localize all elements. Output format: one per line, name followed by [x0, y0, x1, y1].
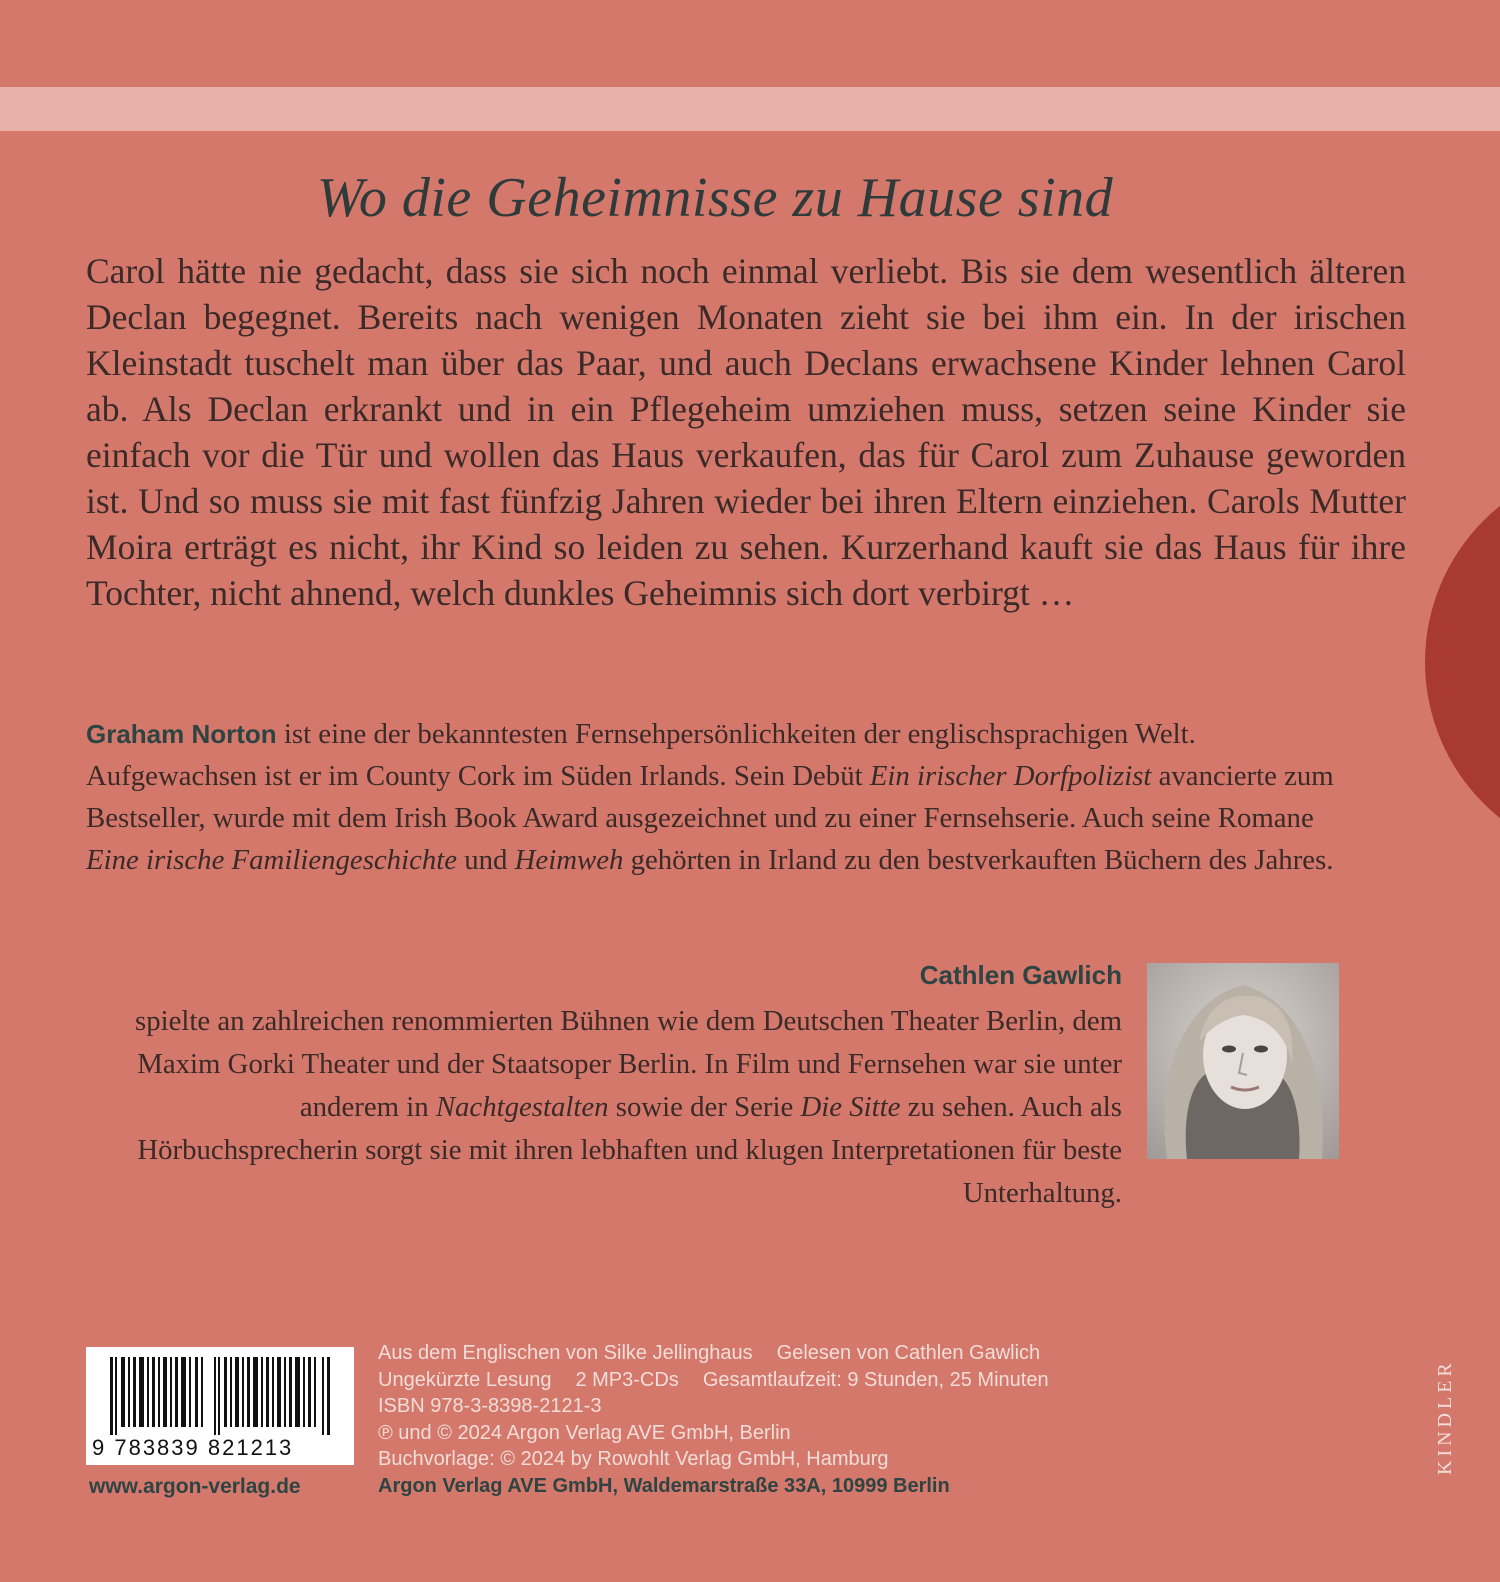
barcode: [86, 1347, 354, 1465]
series-title: Die Sitte: [800, 1091, 901, 1123]
film-title: Nachtgestalten: [435, 1091, 609, 1123]
book-title: Heimweh: [514, 844, 624, 876]
book-title: Ein irischer Dorfpolizist: [869, 760, 1152, 792]
format-label: 2 MP3-CDs: [575, 1368, 679, 1391]
translator-credit: Aus dem Englischen von Silke Jellinghaus: [378, 1342, 753, 1364]
runtime-label: Gesamtlaufzeit: 9 Stunden, 25 Minuten: [702, 1368, 1049, 1391]
page-title: Wo die Geheimnisse zu Hause sind: [316, 167, 1114, 229]
imprint-block: [378, 1340, 1178, 1499]
edition-label: Ungekürzte Lesung: [378, 1368, 552, 1391]
book-title: Eine irische Familiengeschichte: [86, 844, 458, 876]
barcode-bars: [110, 1357, 330, 1435]
top-band: [0, 87, 1500, 131]
publisher-address: Argon Verlag AVE GmbH, Waldemarstraße 33A, 10999 Berlin: [378, 1474, 950, 1497]
narrator-name: Cathlen Gawlich: [919, 960, 1122, 990]
source-label: Buchvorlage: © 2024 by Rowohlt Verlag GmbH, Hamburg: [378, 1448, 889, 1470]
author-bio: Graham Norton ist eine der bekanntesten Fernsehpersönlichkeiten der englischsprachigen Welt. Aufgewachsen ist er im County Cork im Süden Irlands. Sein Debüt Ein irischer Dorfpolizist avancierte zum Bestseller, wurde mit dem Irish Book Award ausgezeichnet und zu einer Fernsehserie. Auch seine Romane Eine irische Familiengeschichte und Heimweh gehörten in Irland zu den bestverkauften Büchern des Jahres.: [86, 718, 1334, 876]
cd-disc-edge: [1425, 462, 1500, 862]
synopsis-text: Carol hätte nie gedacht, dass sie sich noch einmal verliebt. Bis sie dem wesentlich älteren Declan begegnet. Bereits nach wenigen Monaten zieht sie bei ihm ein. In der irischen Kleinstadt tuschelt man über das Paar, und auch Declans erwachsene Kinder lehnen Carol ab. Als Declan erkrankt und in ein Pflegeheim umziehen muss, setzen seine Kinder sie einfach vor die Tür und wollen das Haus verkaufen, das für Carol zum Zuhause geworden ist. Und so muss sie mit fast fünfzig Jahren wieder bei ihren Eltern einziehen. Carols Mutter Moira erträgt es nicht, ihr Kind so leiden zu sehen. Kurzerhand kauft sie das Haus für ihre Tochter, nicht ahnend, welch dunkles Geheimnis sich dort verbirgt …: [86, 251, 1406, 613]
narrator-photo: [1147, 963, 1339, 1159]
copyright-label: ℗ und © 2024 Argon Verlag AVE GmbH, Berlin: [378, 1421, 791, 1444]
author-name: Graham Norton: [86, 719, 277, 749]
barcode-number: 9 783839 821213: [92, 1435, 294, 1460]
narrator-bio: spielte an zahlreichen renommierten Bühnen wie dem Deutschen Theater Berlin, dem Maxim Gorki Theater und der Staatsoper Berlin. In Film und Fernsehen war sie unter anderem in Nachtgestalten sowie der Serie Die Sitte zu sehen. Auch als Hörbuchsprecherin sorgt sie mit ihren lebhaften und klugen Interpretationen für beste Unterhaltung.: [135, 1005, 1122, 1209]
portrait-image: [1147, 963, 1339, 1159]
isbn-label: ISBN 978-3-8398-2121-3: [378, 1395, 602, 1417]
publisher-website-link[interactable]: www.argon-verlag.de: [89, 1475, 301, 1498]
reader-credit: Gelesen von Cathlen Gawlich: [776, 1342, 1041, 1364]
kindler-logo: KINDLER: [1434, 1359, 1456, 1475]
